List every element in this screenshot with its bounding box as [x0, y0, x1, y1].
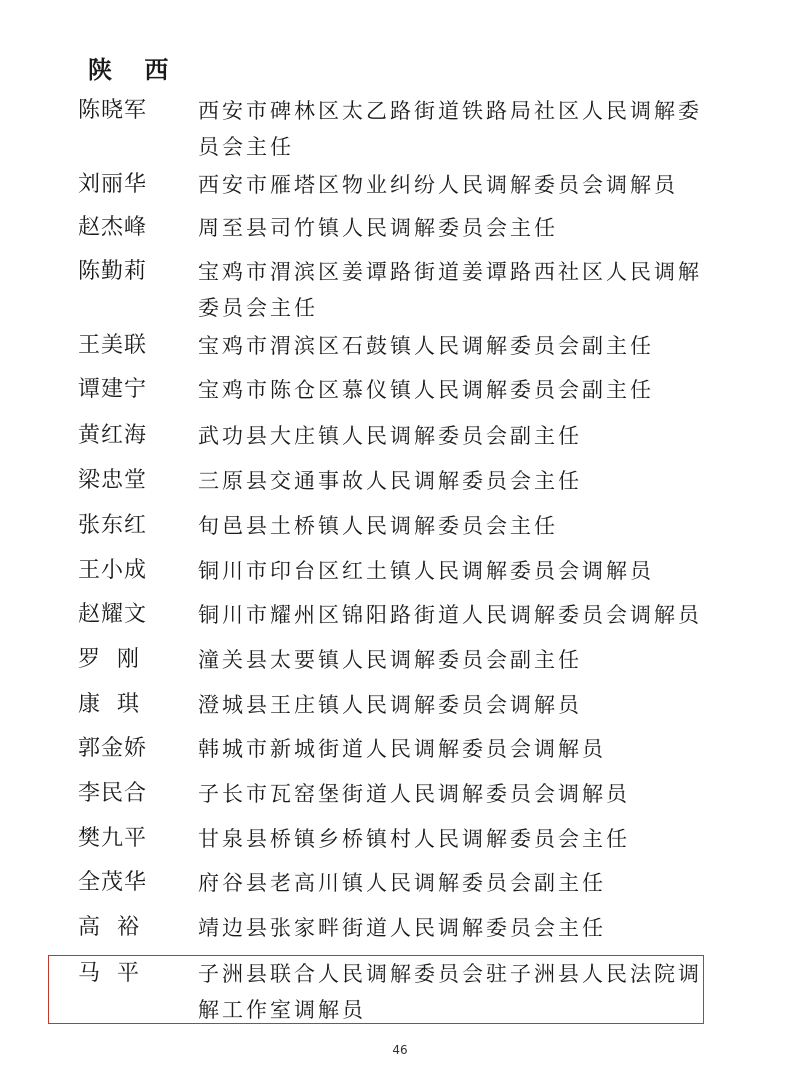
entry-role: 子洲县联合人民调解委员会驻子洲县人民法院调解工作室调解员 [198, 962, 702, 1022]
section-heading: 陕 西 [88, 56, 181, 84]
entry-name: 全茂华 [78, 870, 148, 895]
entry-name: 李民合 [78, 781, 148, 806]
entry-role: 宝鸡市渭滨区石鼓镇人民调解委员会副主任 [198, 334, 654, 358]
entry-name: 黄红海 [78, 423, 148, 448]
entry-name: 罗 刚 [78, 647, 140, 672]
entry-role: 周至县司竹镇人民调解委员会主任 [198, 216, 558, 240]
entry-role: 武功县大庄镇人民调解委员会副主任 [198, 424, 582, 448]
entry-role: 韩城市新城街道人民调解委员会调解员 [198, 737, 606, 761]
entry-name: 张东红 [78, 513, 148, 538]
entry-role: 甘泉县桥镇乡桥镇村人民调解委员会主任 [198, 827, 630, 851]
entry-name: 梁忠堂 [78, 468, 148, 493]
entry-role: 旬邑县土桥镇人民调解委员会主任 [198, 514, 558, 538]
page-number: 46 [392, 1043, 408, 1057]
entry-role: 潼关县太要镇人民调解委员会副主任 [198, 648, 582, 672]
entry-name: 赵耀文 [78, 602, 148, 627]
entry-name: 樊九平 [78, 826, 148, 851]
entry-name: 康 琪 [78, 692, 140, 717]
entry-name: 陈晓军 [78, 98, 148, 123]
entry-role: 西安市雁塔区物业纠纷人民调解委员会调解员 [198, 173, 678, 197]
entry-name: 王美联 [78, 333, 148, 358]
entry-name: 王小成 [78, 558, 148, 583]
entry-name: 赵杰峰 [78, 215, 148, 240]
entry-name: 高 裕 [78, 915, 140, 940]
entry-name: 谭建宁 [78, 377, 148, 402]
entry-role: 三原县交通事故人民调解委员会主任 [198, 469, 582, 493]
entry-name: 马 平 [78, 961, 140, 986]
entry-role: 澄城县王庄镇人民调解委员会调解员 [198, 693, 582, 717]
entry-role: 府谷县老高川镇人民调解委员会副主任 [198, 871, 606, 895]
entry-name: 刘丽华 [78, 172, 148, 197]
entry-role: 子长市瓦窑堡街道人民调解委员会调解员 [198, 782, 630, 806]
entry-name: 郭金娇 [78, 736, 148, 761]
entry-role: 铜川市耀州区锦阳路街道人民调解委员会调解员 [198, 603, 702, 627]
entry-role: 宝鸡市陈仓区慕仪镇人民调解委员会副主任 [198, 378, 654, 402]
entry-name: 陈勤莉 [78, 259, 148, 284]
entry-role: 靖边县张家畔街道人民调解委员会主任 [198, 916, 606, 940]
entry-role: 铜川市印台区红土镇人民调解委员会调解员 [198, 559, 654, 583]
entry-role: 宝鸡市渭滨区姜谭路街道姜谭路西社区人民调解委员会主任 [198, 260, 702, 320]
entry-role: 西安市碑林区太乙路街道铁路局社区人民调解委员会主任 [198, 99, 702, 159]
